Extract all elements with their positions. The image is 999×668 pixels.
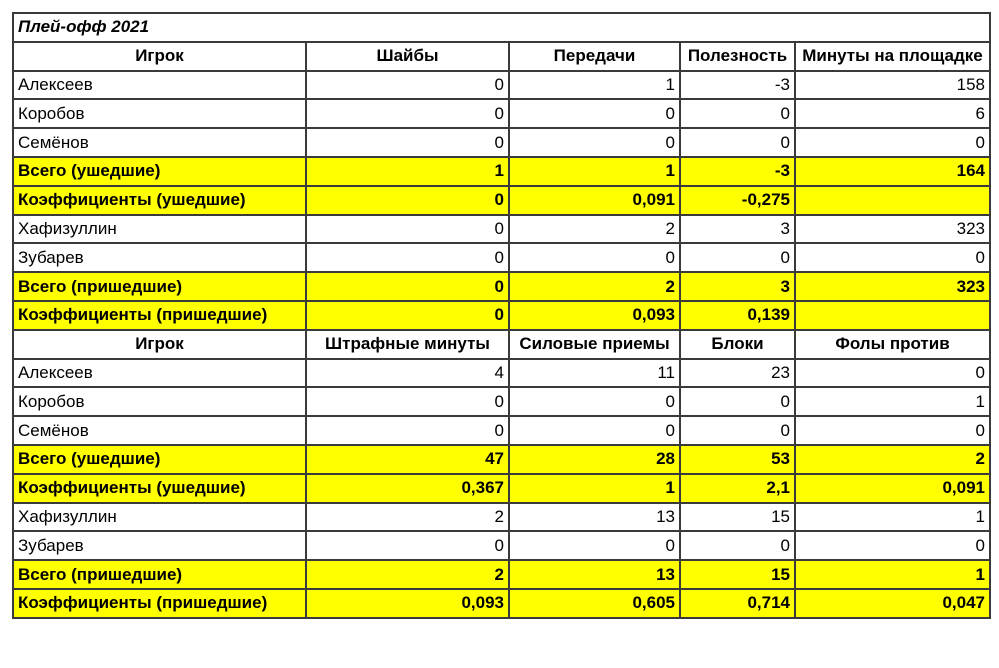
player-row bbox=[13, 215, 990, 244]
value-cell[interactable]: 1 bbox=[795, 387, 990, 416]
row-label-cell[interactable]: Зубарев bbox=[13, 243, 306, 272]
value-cell[interactable]: 0 bbox=[680, 99, 795, 128]
value-cell[interactable]: 13 bbox=[509, 560, 680, 589]
value-cell[interactable]: 6 bbox=[795, 99, 990, 128]
value-cell[interactable]: 15 bbox=[680, 503, 795, 532]
row-label-cell[interactable]: Коробов bbox=[13, 99, 306, 128]
value-cell[interactable]: 0 bbox=[306, 301, 509, 330]
section2-header-row bbox=[13, 330, 990, 359]
value-cell[interactable]: 0 bbox=[509, 387, 680, 416]
player-row bbox=[13, 128, 990, 157]
value-cell[interactable]: 1 bbox=[509, 157, 680, 186]
value-cell[interactable] bbox=[795, 301, 990, 330]
value-cell[interactable]: 0,091 bbox=[795, 474, 990, 503]
row-label-cell[interactable]: Коэффициенты (пришедшие) bbox=[13, 589, 306, 618]
value-cell[interactable]: 0 bbox=[680, 416, 795, 445]
value-cell[interactable]: 0 bbox=[680, 243, 795, 272]
value-cell[interactable]: 2,1 bbox=[680, 474, 795, 503]
column-header[interactable]: Блоки bbox=[680, 330, 795, 359]
value-cell[interactable]: 164 bbox=[795, 157, 990, 186]
value-cell[interactable]: 0 bbox=[509, 243, 680, 272]
row-label-cell[interactable]: Всего (пришедшие) bbox=[13, 272, 306, 301]
value-cell[interactable]: 0 bbox=[795, 531, 990, 560]
row-label-cell[interactable]: Хафизуллин bbox=[13, 215, 306, 244]
row-label-cell[interactable]: Всего (ушедшие) bbox=[13, 445, 306, 474]
value-cell[interactable]: 0,714 bbox=[680, 589, 795, 618]
value-cell[interactable]: 0 bbox=[306, 71, 509, 100]
row-label-cell[interactable]: Коробов bbox=[13, 387, 306, 416]
value-cell[interactable]: 0,605 bbox=[509, 589, 680, 618]
value-cell[interactable]: 0 bbox=[306, 416, 509, 445]
value-cell[interactable]: 1 bbox=[509, 474, 680, 503]
row-label-cell[interactable]: Коэффициенты (ушедшие) bbox=[13, 186, 306, 215]
value-cell[interactable]: 158 bbox=[795, 71, 990, 100]
row-label-cell[interactable]: Хафизуллин bbox=[13, 503, 306, 532]
value-cell[interactable]: 323 bbox=[795, 272, 990, 301]
value-cell[interactable]: 0 bbox=[306, 128, 509, 157]
value-cell[interactable]: 15 bbox=[680, 560, 795, 589]
column-header[interactable]: Игрок bbox=[13, 330, 306, 359]
row-label-cell[interactable]: Всего (пришедшие) bbox=[13, 560, 306, 589]
value-cell[interactable]: 0 bbox=[795, 243, 990, 272]
column-header[interactable]: Фолы против bbox=[795, 330, 990, 359]
value-cell[interactable]: 0 bbox=[680, 531, 795, 560]
value-cell[interactable]: 2 bbox=[509, 272, 680, 301]
player-row bbox=[13, 71, 990, 100]
value-cell[interactable]: 0 bbox=[306, 215, 509, 244]
value-cell[interactable]: 0 bbox=[306, 272, 509, 301]
value-cell[interactable]: 0,047 bbox=[795, 589, 990, 618]
value-cell[interactable]: 323 bbox=[795, 215, 990, 244]
value-cell[interactable]: 0 bbox=[306, 387, 509, 416]
player-row bbox=[13, 531, 990, 560]
summary-row bbox=[13, 301, 990, 330]
value-cell[interactable]: 28 bbox=[509, 445, 680, 474]
sheet-title[interactable]: Плей-офф 2021 bbox=[13, 13, 990, 42]
player-row bbox=[13, 99, 990, 128]
row-label-cell[interactable]: Алексеев bbox=[13, 359, 306, 388]
value-cell[interactable]: -3 bbox=[680, 71, 795, 100]
value-cell[interactable]: 13 bbox=[509, 503, 680, 532]
section1-header-row bbox=[13, 42, 990, 71]
summary-row bbox=[13, 589, 990, 618]
value-cell[interactable]: 1 bbox=[795, 560, 990, 589]
summary-row bbox=[13, 560, 990, 589]
value-cell[interactable]: 11 bbox=[509, 359, 680, 388]
value-cell[interactable]: 0,091 bbox=[509, 186, 680, 215]
summary-row bbox=[13, 474, 990, 503]
value-cell[interactable]: 47 bbox=[306, 445, 509, 474]
value-cell[interactable]: 0 bbox=[795, 359, 990, 388]
value-cell[interactable]: 0 bbox=[509, 99, 680, 128]
value-cell[interactable]: 0 bbox=[306, 531, 509, 560]
value-cell[interactable]: 53 bbox=[680, 445, 795, 474]
value-cell[interactable] bbox=[795, 186, 990, 215]
summary-row bbox=[13, 445, 990, 474]
summary-row bbox=[13, 272, 990, 301]
value-cell[interactable]: 2 bbox=[795, 445, 990, 474]
player-row bbox=[13, 416, 990, 445]
column-header[interactable]: Штрафные минуты bbox=[306, 330, 509, 359]
summary-row bbox=[13, 186, 990, 215]
value-cell[interactable]: 0 bbox=[680, 387, 795, 416]
column-header[interactable]: Силовые приемы bbox=[509, 330, 680, 359]
value-cell[interactable]: 2 bbox=[306, 503, 509, 532]
value-cell[interactable]: 1 bbox=[509, 71, 680, 100]
row-label-cell[interactable]: Семёнов bbox=[13, 128, 306, 157]
value-cell[interactable]: 0 bbox=[306, 186, 509, 215]
row-label-cell[interactable]: Семёнов bbox=[13, 416, 306, 445]
column-header[interactable]: Шайбы bbox=[306, 42, 509, 71]
summary-row bbox=[13, 157, 990, 186]
player-row bbox=[13, 387, 990, 416]
value-cell[interactable]: 2 bbox=[509, 215, 680, 244]
row-label-cell[interactable]: Коэффициенты (ушедшие) bbox=[13, 474, 306, 503]
column-header[interactable]: Полезность bbox=[680, 42, 795, 71]
row-label-cell[interactable]: Всего (ушедшие) bbox=[13, 157, 306, 186]
value-cell[interactable]: 0,093 bbox=[509, 301, 680, 330]
value-cell[interactable]: 0 bbox=[680, 128, 795, 157]
value-cell[interactable]: 0,367 bbox=[306, 474, 509, 503]
row-label-cell[interactable]: Коэффициенты (пришедшие) bbox=[13, 301, 306, 330]
value-cell[interactable]: 0 bbox=[509, 416, 680, 445]
playoff-stats-table bbox=[12, 12, 991, 619]
row-label-cell[interactable]: Зубарев bbox=[13, 531, 306, 560]
value-cell[interactable]: 1 bbox=[795, 503, 990, 532]
value-cell[interactable]: 0 bbox=[509, 531, 680, 560]
player-row bbox=[13, 359, 990, 388]
title-row bbox=[13, 13, 990, 42]
value-cell[interactable]: 4 bbox=[306, 359, 509, 388]
value-cell[interactable]: 0 bbox=[795, 416, 990, 445]
value-cell[interactable]: 0 bbox=[509, 128, 680, 157]
player-row bbox=[13, 243, 990, 272]
value-cell[interactable]: 0 bbox=[795, 128, 990, 157]
player-row bbox=[13, 503, 990, 532]
value-cell[interactable]: -0,275 bbox=[680, 186, 795, 215]
value-cell[interactable]: 0,139 bbox=[680, 301, 795, 330]
value-cell[interactable]: 23 bbox=[680, 359, 795, 388]
value-cell[interactable]: 0 bbox=[306, 99, 509, 128]
value-cell[interactable]: -3 bbox=[680, 157, 795, 186]
value-cell[interactable]: 2 bbox=[306, 560, 509, 589]
value-cell[interactable]: 0 bbox=[306, 243, 509, 272]
value-cell[interactable]: 3 bbox=[680, 215, 795, 244]
column-header[interactable]: Игрок bbox=[13, 42, 306, 71]
column-header[interactable]: Передачи bbox=[509, 42, 680, 71]
value-cell[interactable]: 3 bbox=[680, 272, 795, 301]
column-header[interactable]: Минуты на площадке bbox=[795, 42, 990, 71]
value-cell[interactable]: 1 bbox=[306, 157, 509, 186]
value-cell[interactable]: 0,093 bbox=[306, 589, 509, 618]
row-label-cell[interactable]: Алексеев bbox=[13, 71, 306, 100]
